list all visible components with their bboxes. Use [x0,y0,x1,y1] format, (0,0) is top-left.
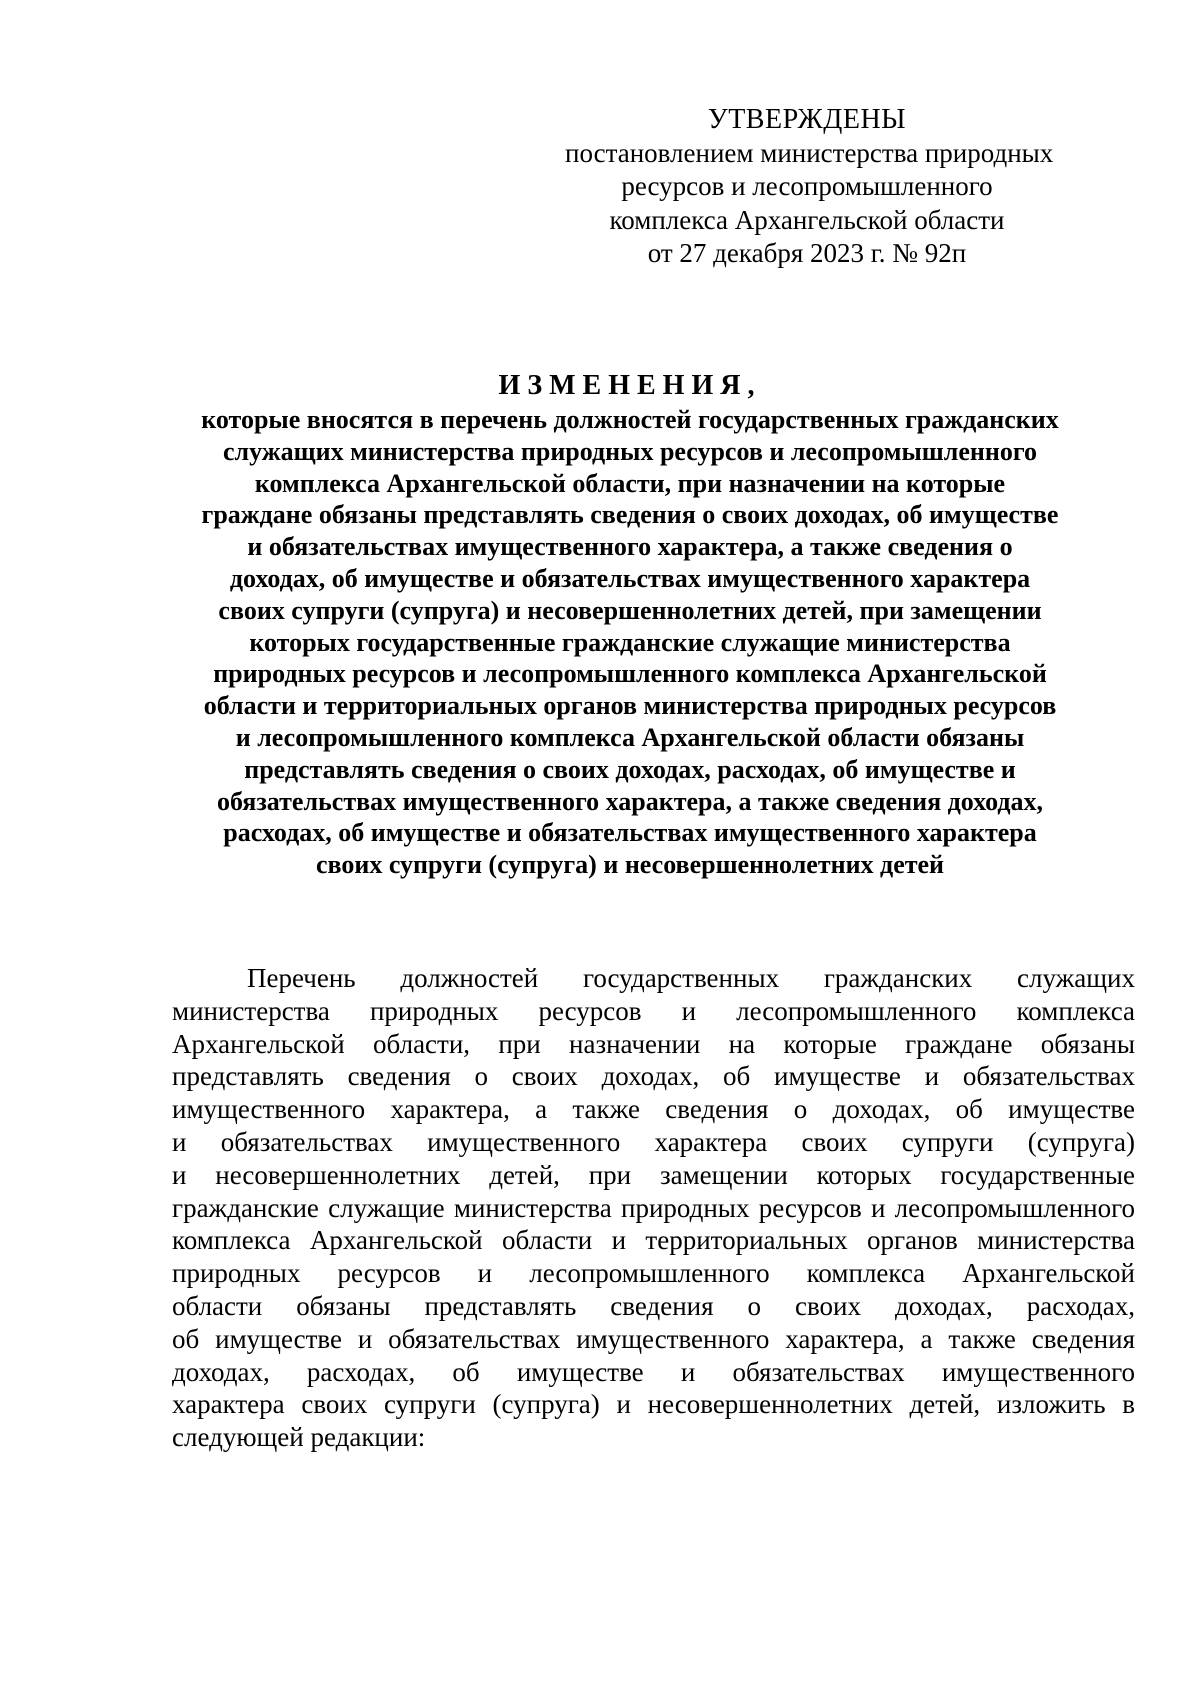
heading-title: ИЗМЕНЕНИЯ, [498,370,762,401]
heading-line: которых государственные гражданские служащие министерства [249,627,1011,657]
body-line: природных ресурсов и лесопромышленного комплекса Архангельской [172,1258,1135,1289]
heading-line: обязательствах имущественного характера, а также сведения доходах, [216,786,1044,816]
approval-line: ресурсов и лесопромышленного [621,171,993,201]
approval-line: от 27 декабря 2023 г. № 92п [647,238,967,268]
body-line: гражданские служащие министерства природных ресурсов и лесопромышленного [172,1192,1135,1223]
heading-line: служащих министерства природных ресурсов и лесопромышленного [223,436,1037,466]
body-line: об имуществе и обязательствах имущественного характера, а также сведения [172,1323,1135,1354]
body-line: Архангельской области, при назначении на которые граждане обязаны [172,1028,1135,1059]
approval-title: УТВЕРЖДЕНЫ [707,104,907,135]
body-line: представлять сведения о своих доходах, об имуществе и обязательствах [172,1061,1135,1092]
body-line: доходах, расходах, об имуществе и обязательствах имущественного [172,1356,1135,1387]
heading-line: своих супруги (супруга) и несовершеннолетних детей, при замещении [218,595,1042,625]
heading-line: природных ресурсов и лесопромышленного комплекса Архангельской [213,659,1047,689]
body-paragraph [172,962,1135,1454]
body-line: следующей редакции: [172,1422,426,1453]
body-line: и несовершеннолетних детей, при замещении которых государственные [172,1159,1135,1190]
heading-line: и лесопромышленного комплекса Архангельской области обязаны [235,722,1025,752]
body-line: министерства природных ресурсов и лесопромышленного комплекса [172,995,1135,1026]
approval-block [565,103,1054,271]
heading-line: комплекса Архангельской области, при назначении на которые [254,468,1006,498]
heading-line: доходах, об имуществе и обязательствах имущественного характера [229,563,1031,593]
heading-line: и обязательствах имущественного характера, а также сведения о [247,532,1013,562]
heading-line: которые вносятся в перечень должностей государственных гражданских [201,405,1059,434]
approval-line: комплекса Архангельской области [609,204,1005,235]
heading-line: граждане обязаны представлять сведения о своих доходах, об имуществе [201,500,1059,530]
approval-line: постановлением министерства природных [565,137,1054,168]
body-line: характера своих супруги (супруга) и несовершеннолетних детей, изложить в [172,1389,1135,1420]
body-line: Перечень должностей государственных гражданских служащих [247,963,1135,993]
heading-line: области и территориальных органов министерства природных ресурсов [203,691,1057,721]
document-heading [150,370,1110,881]
heading-line: своих супруги (супруга) и несовершеннолетних детей [315,850,945,880]
heading-line: расходах, об имуществе и обязательствах имущественного характера [223,818,1037,848]
body-line: имущественного характера, а также сведения о доходах, об имуществе [172,1094,1135,1125]
body-line: и обязательствах имущественного характера своих супруги (супруга) [172,1126,1135,1157]
body-line: комплекса Архангельской области и территориальных органов министерства [172,1225,1135,1256]
body-line: области обязаны представлять сведения о своих доходах, расходах, [172,1290,1135,1321]
heading-line: представлять сведения о своих доходах, расходах, об имуществе и [244,754,1016,784]
